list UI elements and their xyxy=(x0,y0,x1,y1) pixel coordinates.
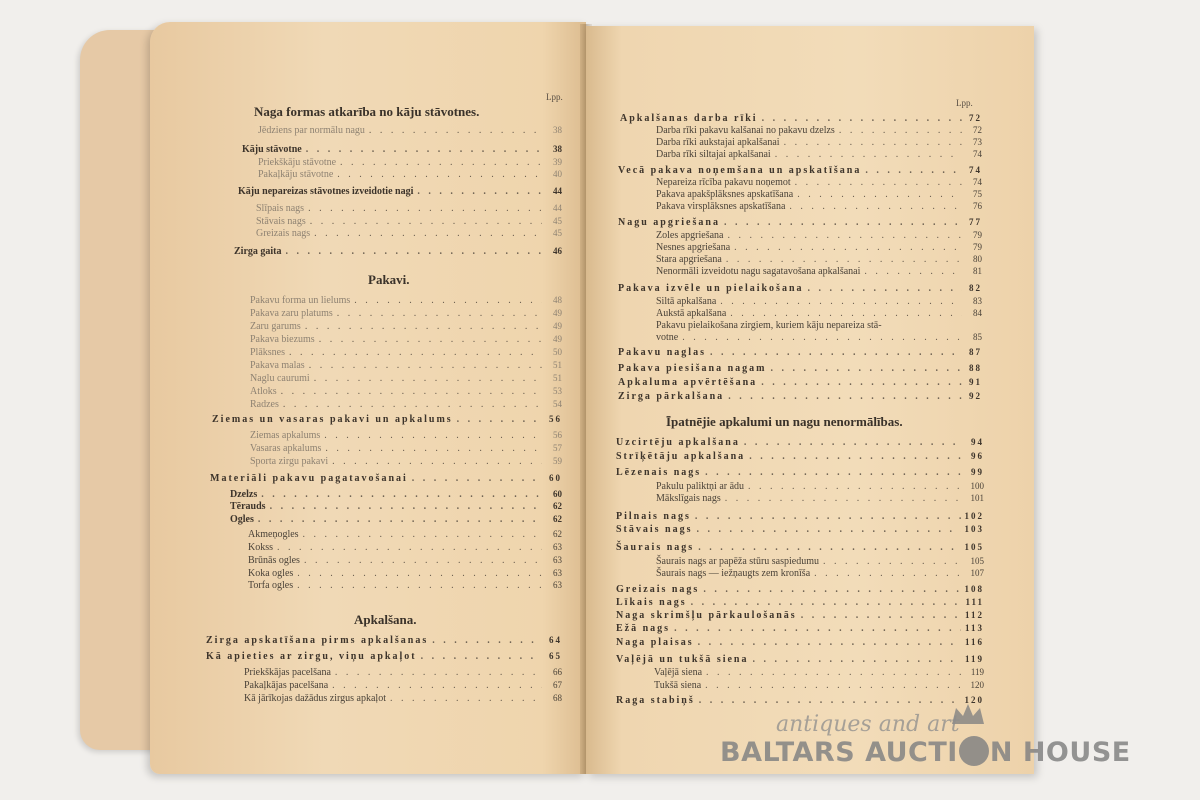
toc-entry: Pakava piesišana nagam . . . 88 xyxy=(618,362,982,375)
toc-entry: Pakavu forma un lielums . . . 48 xyxy=(250,294,562,307)
section-heading: Apkalšana. xyxy=(354,612,417,627)
left-page xyxy=(150,22,586,774)
toc-entry: Pakava virsplāksnes apskatīšana . . . 76 xyxy=(656,200,982,213)
toc-entry: Vasaras apkalums . . . 57 xyxy=(250,442,562,455)
toc-entry: Atloks . . . 53 xyxy=(250,385,562,398)
toc-entry: Radzes . . . 54 xyxy=(250,398,562,411)
toc-entry: Pakaļkāju stāvotne . . . 40 xyxy=(258,168,562,181)
toc-entry: Pakava izvēle un pielaikošana . . . 82 xyxy=(618,282,982,295)
toc-entry: Darba rīki siltajai apkalšanai . . . 74 xyxy=(656,148,982,161)
toc-entry: Plāksnes . . . 50 xyxy=(250,346,562,359)
toc-entry: Apkalšanas darba rīki . . . 72 xyxy=(620,112,982,125)
toc-entry: Nenormāli izveidotu nagu sagatavošana apkalšanai . . . 81 xyxy=(656,265,982,278)
auction-house-watermark xyxy=(720,700,1131,780)
toc-entry: Stāvais nags . . . 45 xyxy=(256,215,562,228)
toc-entry: Pakaļkājas pacelšana . . . 67 xyxy=(244,679,562,692)
toc-entry: Kā apieties ar zirgu, viņu apkaļot . . . 65 xyxy=(206,650,562,663)
toc-entry: Tērauds . . . 62 xyxy=(230,500,562,513)
toc-entry: Pilnais nags . . . 102 xyxy=(616,510,984,523)
toc-entry: Strīķētāju apkalšana . . . 96 xyxy=(616,450,984,463)
toc-entry: votne . . . 85 xyxy=(656,331,982,344)
toc-entry: Naglu caurumi . . . 51 xyxy=(250,372,562,385)
watermark-brand: BALTARS AUCTI N HOUSE xyxy=(720,737,1131,768)
lpp-label: Lpp. xyxy=(546,92,563,102)
toc-entry: Akmeņogles . . . 62 xyxy=(248,528,562,541)
toc-entry: Kāju nepareizas stāvotnes izveidotie nagi . . . 44 xyxy=(238,185,562,198)
toc-entry: Greizais nags . . . 108 xyxy=(616,583,984,596)
toc-entry: Ziemas apkalums . . . 56 xyxy=(250,429,562,442)
toc-entry: Pakulu paliktņi ar ādu . . . 100 xyxy=(656,480,984,493)
toc-entry: Nesnes apgriešana . . . 79 xyxy=(656,241,982,254)
toc-entry: Pakavu pielaikošana zirgiem, kuriem kāju nepareiza stā- xyxy=(656,320,882,331)
toc-entry: Vecā pakava noņemšana un apskatīšana . . . 74 xyxy=(618,164,982,177)
toc-entry: Kā jārīkojas dažādus zirgus apkaļot . . . 68 xyxy=(244,692,562,705)
toc-entry: Darba rīki pakavu kalšanai no pakavu dzelzs . . . 72 xyxy=(656,124,982,137)
toc-entry: Ežā nags . . . 113 xyxy=(616,622,984,635)
watermark-tagline: antiques and art xyxy=(776,712,960,737)
toc-entry: Lēzenais nags . . . 99 xyxy=(616,466,984,479)
toc-entry: Stāvais nags . . . 103 xyxy=(616,523,984,536)
toc-entry: Darba rīki aukstajai apkalšanai . . . 73 xyxy=(656,136,982,149)
toc-entry: Nagu apgriešana . . . 77 xyxy=(618,216,982,229)
toc-entry: Greizais nags . . . 45 xyxy=(256,227,562,240)
toc-entry: Zirga apskatīšana pirms apkalšanas . . . 64 xyxy=(206,634,562,647)
section-heading: Īpatnējie apkalumi un nagu nenormālības. xyxy=(666,414,903,429)
toc-entry: Materiāli pakavu pagatavošanai . . . 60 xyxy=(210,472,562,485)
toc-entry: Raga stabiņš . . . 120 xyxy=(616,694,984,707)
toc-entry: Naga plaisas . . . 116 xyxy=(616,636,984,649)
toc-entry: Vaļējā un tukšā siena . . . 119 xyxy=(616,653,984,666)
toc-entry: Kokss . . . 63 xyxy=(248,541,562,554)
toc-entry: Šaurais nags ar papēža stūru saspiedumu . . . 105 xyxy=(656,555,984,568)
toc-entry: Zirga pārkalšana . . . 92 xyxy=(618,390,982,403)
toc-entry: Ziemas un vasaras pakavi un apkalums . . . 56 xyxy=(212,413,562,426)
toc-entry: Zoles apgriešana . . . 79 xyxy=(656,229,982,242)
toc-entry: Pakava zaru platums . . . 49 xyxy=(250,307,562,320)
toc-entry: Jēdziens par normālu nagu . . . 38 xyxy=(258,124,562,137)
toc-entry: Naga skrimšļu pārkaulošanās . . . 112 xyxy=(616,609,984,622)
section-heading: Pakavi. xyxy=(368,272,410,287)
toc-entry: Pakava apakšplāksnes apskatīšana . . . 75 xyxy=(656,188,982,201)
toc-entry: Koka ogles . . . 63 xyxy=(248,567,562,580)
toc-entry: Zaru garums . . . 49 xyxy=(250,320,562,333)
toc-entry: Pakavu naglas . . . 87 xyxy=(618,346,982,359)
section-heading: Naga formas atkarība no kāju stāvotnes. xyxy=(254,104,480,119)
toc-entry: Siltā apkalšana . . . 83 xyxy=(656,295,982,308)
toc-entry: Uzcirtēju apkalšana . . . 94 xyxy=(616,436,984,449)
toc-entry: Pakava malas . . . 51 xyxy=(250,359,562,372)
toc-entry: Slīpais nags . . . 44 xyxy=(256,202,562,215)
toc-entry: Torfa ogles . . . 63 xyxy=(248,579,562,592)
lpp-label: Lpp. xyxy=(956,98,973,108)
toc-entry: Ogles . . . 62 xyxy=(230,513,562,526)
toc-entry: Sporta zirgu pakavi . . . 59 xyxy=(250,455,562,468)
toc-entry: Tukšā siena . . . 120 xyxy=(654,679,984,692)
toc-entry: Nepareiza rīcība pakavu noņemot . . . 74 xyxy=(656,176,982,189)
toc-entry: Vaļējā siena . . . 119 xyxy=(654,666,984,679)
toc-entry: Šaurais nags . . . 105 xyxy=(616,541,984,554)
toc-entry: Kāju stāvotne . . . 38 xyxy=(242,143,562,156)
toc-entry: Stara apgriešana . . . 80 xyxy=(656,253,982,266)
toc-entry: Apkaluma apvērtēšana . . . 91 xyxy=(618,376,982,389)
toc-entry: Pakava biezums . . . 49 xyxy=(250,333,562,346)
toc-entry: Mākslīgais nags . . . 101 xyxy=(656,492,984,505)
toc-entry: Zirga gaita . . . 46 xyxy=(234,245,562,258)
toc-entry: Līkais nags . . . 111 xyxy=(616,596,984,609)
toc-entry: Priekškāju stāvotne . . . 39 xyxy=(258,156,562,169)
watermark-o-icon xyxy=(959,736,989,766)
right-page xyxy=(586,26,1034,774)
toc-entry: Priekškājas pacelšana . . . 66 xyxy=(244,666,562,679)
toc-entry: Aukstā apkalšana . . . 84 xyxy=(656,307,982,320)
toc-entry: Brūnās ogles . . . 63 xyxy=(248,554,562,567)
toc-entry: Dzelzs . . . 60 xyxy=(230,488,562,501)
toc-entry: Šaurais nags — iežņaugts zem kronīša . . . 107 xyxy=(656,567,984,580)
